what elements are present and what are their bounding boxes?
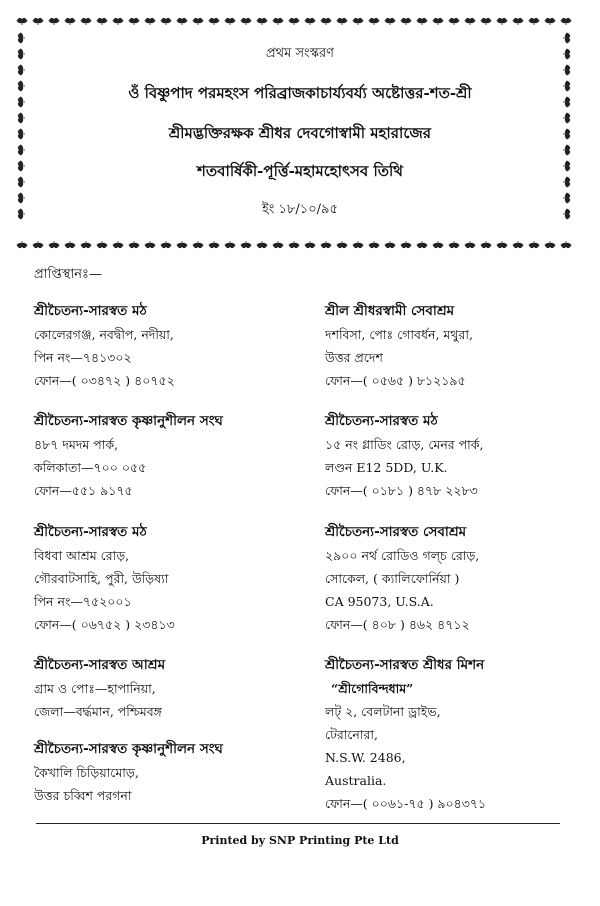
entry-line: Australia. — [325, 773, 387, 788]
title-line-1: ওঁ বিষ্ণুপাদ পরমহংস পরিব্রাজকাচার্য্যবর্য্য অষ্টোত্তর-শত-শ্রী — [128, 84, 472, 102]
entry-line: CA 95073, U.S.A. — [325, 594, 434, 609]
border-ornament — [241, 241, 251, 248]
border-ornament — [433, 241, 443, 248]
border-ornament — [129, 18, 139, 25]
entry-line: কৈখালি চিড়িয়ামোড়, — [34, 765, 139, 780]
address-entry — [325, 654, 486, 815]
border-ornament — [369, 241, 379, 248]
border-ornament — [209, 18, 219, 25]
printer-credit: Printed by SNP Printing Pte Ltd — [201, 834, 399, 847]
border-ornament — [563, 65, 570, 75]
border-ornament — [161, 18, 171, 25]
border-ornament — [97, 18, 107, 25]
border-ornament — [561, 18, 571, 25]
border-ornament — [209, 241, 219, 248]
border-ornament — [257, 241, 267, 248]
entry-line: N.S.W. 2486, — [325, 750, 406, 765]
entry-line: জেলা—বর্দ্ধমান, পশ্চিমবঙ্গ — [34, 704, 162, 719]
border-ornament — [177, 18, 187, 25]
border-ornament — [129, 241, 139, 248]
address-entry — [325, 521, 479, 636]
border-ornament — [305, 241, 315, 248]
border-ornament — [273, 18, 283, 25]
border-ornament — [321, 241, 331, 248]
border-ornament — [321, 18, 331, 25]
border-ornament — [17, 18, 27, 25]
border-ornament — [481, 241, 491, 248]
entry-name: শ্রীল শ্রীধরস্বামী সেবাশ্রম — [325, 303, 455, 319]
border-ornament — [177, 241, 187, 248]
border-ornament — [225, 18, 235, 25]
entry-line: ফোন—( ০১৮১ ) ৪৭৮ ২২৮৩ — [325, 483, 478, 498]
border-ornament — [33, 18, 43, 25]
entry-line: কলিকাতা—৭০০ ০৫৫ — [34, 460, 147, 475]
border-ornament — [433, 18, 443, 25]
border-ornament — [401, 18, 411, 25]
entry-line: কোলেরগঞ্জ, নবদ্বীপ, নদীয়া, — [34, 327, 174, 342]
entry-line: ফোন—৫৫১ ৯১৭৫ — [34, 483, 133, 498]
border-ornament — [113, 18, 123, 25]
entry-line: উত্তর প্রদেশ — [325, 350, 383, 365]
entry-line: দশবিসা, পোঃ গোবর্ধন, মথুরা, — [325, 327, 473, 342]
border-ornament — [289, 241, 299, 248]
border-ornament — [65, 18, 75, 25]
border-ornament — [449, 18, 459, 25]
entry-line: লণ্ডন E12 5DD, U.K. — [325, 460, 448, 475]
border-ornament — [529, 18, 539, 25]
entry-line: ফোন—( ৪০৮ ) ৪৬২ ৪৭১২ — [325, 617, 470, 632]
entry-name: শ্রীচৈতন্য-সারস্বত সেবাশ্রম — [325, 524, 467, 540]
border-ornament — [385, 241, 395, 248]
border-ornament — [337, 241, 347, 248]
border-ornament — [241, 18, 251, 25]
border-ornament — [369, 18, 379, 25]
border-ornament — [18, 65, 25, 75]
border-ornament — [465, 18, 475, 25]
entry-line: ৪৮৭ দমদম পার্ক, — [34, 437, 119, 452]
entry-name: শ্রীচৈতন্য-সারস্বত কৃষ্ণানুশীলন সংঘ — [34, 413, 223, 429]
border-ornament — [97, 241, 107, 248]
border-ornament — [353, 241, 363, 248]
edition-label: প্রথম সংস্করণ — [265, 46, 335, 61]
border-ornament — [465, 241, 475, 248]
address-entry — [34, 521, 175, 636]
border-ornament — [257, 18, 267, 25]
border-ornament — [17, 241, 27, 248]
border-ornament — [289, 18, 299, 25]
border-ornament — [353, 18, 363, 25]
border-ornament — [113, 241, 123, 248]
entry-line: ফোন—( ০৬৭৫২ ) ২৩৪১৩ — [34, 617, 175, 632]
border-ornament — [449, 241, 459, 248]
border-ornament — [145, 18, 155, 25]
entry-line: বিধবা আশ্রম রোড়, — [34, 548, 130, 563]
border-ornament — [417, 18, 427, 25]
border-ornament — [225, 241, 235, 248]
entry-line: টেরানোরা, — [325, 727, 378, 742]
entry-line: গৌরবাটসাহি, পুরী, উড়িষ্যা — [34, 571, 169, 586]
entry-line: ১৫ নং গ্লাডিং রোড়, মেনর পার্ক, — [325, 437, 484, 452]
address-entry — [34, 410, 223, 502]
entry-name: শ্রীচৈতন্য-সারস্বত আশ্রম — [34, 657, 166, 673]
border-ornament — [81, 18, 91, 25]
border-ornament — [65, 241, 75, 248]
border-ornament — [561, 241, 571, 248]
entry-line: লট্ ২, বেলটানা ড্রাইভ, — [325, 704, 441, 719]
entry-line: ফোন—( ০০৬১-৭৫ ) ৯০৪৩৭১ — [325, 796, 487, 811]
entry-line: পিন নং—৭৪১৩০২ — [34, 350, 132, 365]
border-ornament — [513, 18, 523, 25]
title-line-2: শ্রীমদ্ভক্তিরক্ষক শ্রীধর দেবগোস্বামী মহারাজের — [168, 124, 432, 142]
footer-divider — [36, 823, 560, 824]
entry-line: “শ্রীগোবিন্দধাম” — [331, 681, 414, 696]
border-ornament — [545, 241, 555, 248]
border-ornament — [193, 241, 203, 248]
address-entry — [325, 300, 473, 392]
border-ornament — [193, 18, 203, 25]
entry-line: ২৯০০ নর্থ রোডিও গল্চ রোড়, — [325, 548, 480, 563]
entry-line: উত্তর চব্বিশ পরগনা — [34, 788, 132, 803]
border-ornament — [33, 241, 43, 248]
border-ornament — [545, 18, 555, 25]
address-entry — [325, 410, 483, 502]
border-ornament — [513, 241, 523, 248]
border-ornament — [497, 241, 507, 248]
border-ornament — [563, 33, 570, 43]
title-line-3: শতবার্ষিকী-পূর্ত্তি-মহামহোৎসব তিথি — [196, 162, 404, 180]
address-entry — [34, 738, 223, 807]
sources-label: প্রাপ্তিস্থানঃ— — [34, 267, 102, 282]
border-ornament — [49, 18, 59, 25]
border-ornament — [273, 241, 283, 248]
border-ornament — [161, 241, 171, 248]
border-ornament — [49, 241, 59, 248]
entry-name: শ্রীচৈতন্য-সারস্বত কৃষ্ণানুশীলন সংঘ — [34, 741, 223, 757]
border-ornament — [337, 18, 347, 25]
border-ornament — [401, 241, 411, 248]
entry-name: শ্রীচৈতন্য-সারস্বত মঠ — [34, 524, 147, 540]
entry-line: সোকেল, ( ক্যালিফোর্নিয়া ) — [325, 571, 460, 586]
border-ornament — [497, 18, 507, 25]
border-ornament — [529, 241, 539, 248]
border-ornament — [81, 241, 91, 248]
border-ornament — [305, 18, 315, 25]
border-ornament — [417, 241, 427, 248]
entry-line: পিন নং—৭৫২০০১ — [34, 594, 132, 609]
entry-line: ফোন—( ০৫৬৫ ) ৮১২১৯৫ — [325, 373, 466, 388]
entry-name: শ্রীচৈতন্য-সারস্বত মঠ — [34, 303, 147, 319]
border-ornament — [481, 18, 491, 25]
entry-name: শ্রীচৈতন্য-সারস্বত মঠ — [325, 413, 438, 429]
border-ornament — [18, 33, 25, 43]
border-ornament — [385, 18, 395, 25]
address-entry — [34, 654, 165, 723]
entry-line: ফোন—( ০৩৪৭২ ) ৪০৭৫২ — [34, 373, 175, 388]
address-entry — [34, 300, 175, 392]
border-ornament — [145, 241, 155, 248]
entry-name: শ্রীচৈতন্য-সারস্বত শ্রীধর মিশন — [325, 657, 485, 673]
entry-line: গ্রাম ও পোঃ—হাপানিয়া, — [34, 681, 156, 696]
date-label: ইং ১৮/১০/৯৫ — [262, 202, 338, 217]
